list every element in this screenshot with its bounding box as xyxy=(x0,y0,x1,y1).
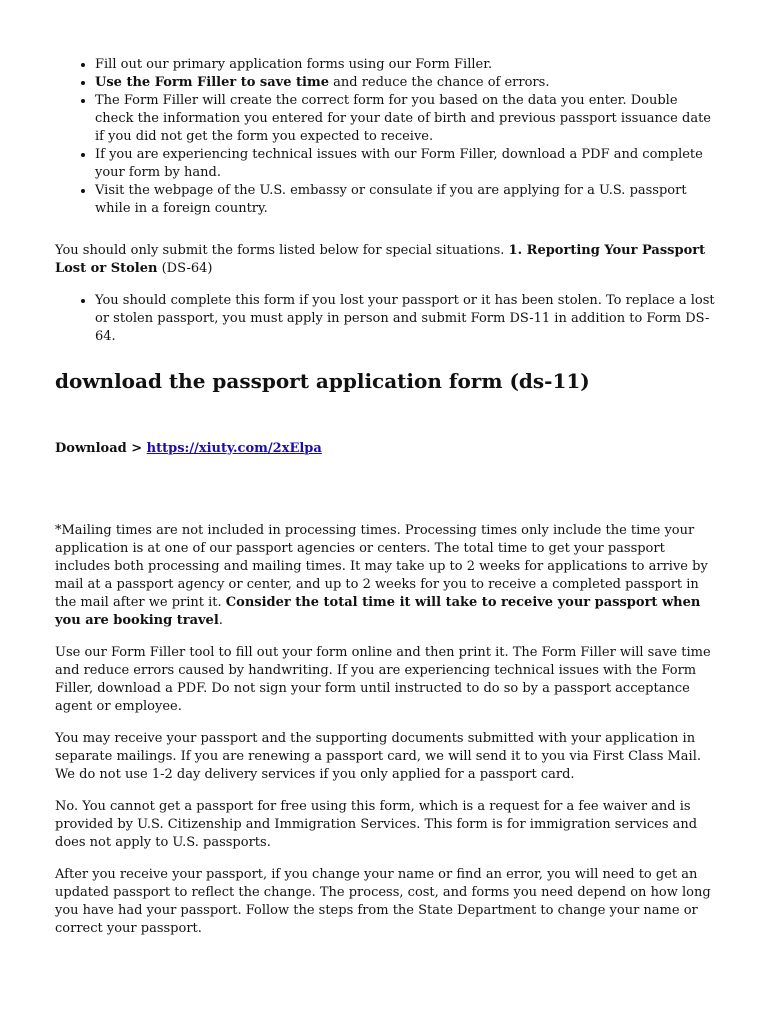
list-item xyxy=(95,292,720,346)
name-change-paragraph: After you receive your passport, if you change your name or find an error, you will need to get an updated passport to reflect the change. The process, cost, and forms you need depend on how long you have had your passport. Follow the steps from the State Department to change your name or correct your passport. xyxy=(55,867,711,936)
list-item-text: You should complete this form if you lost your passport or it has been stolen. To replace a lost or stolen passport, you must apply in person and submit Form DS-11 in addition to Form DS-64. xyxy=(95,293,715,344)
special-bullet-list xyxy=(55,292,720,346)
list-item xyxy=(95,74,720,92)
download-label: Download > xyxy=(55,441,147,456)
list-item xyxy=(95,146,720,182)
paragraph-bold-text: Consider the total time it will take to receive your passport when you are booking travel xyxy=(55,595,701,628)
list-item xyxy=(95,56,720,74)
fee-waiver-paragraph: No. You cannot get a passport for free using this form, which is a request for a fee waiver and is provided by U.S. Citizenship and Immigration Services. This form is for immigration services and does not apply to U.S. passports. xyxy=(55,799,698,850)
paragraph-text: *Mailing times are not included in processing times. Processing times only include the time your application is at one of our passport agencies or centers. The total time to get your passport includes both processing and mailing times. It may take up to 2 weeks for applications to arrive by mail at a passport agency or center, and up to 2 weeks for you to receive a completed passport in the mail after we print it. xyxy=(55,523,708,610)
list-item-text: and reduce the chance of errors. xyxy=(328,75,550,90)
section-heading: download the passport application form (ds-11) xyxy=(55,369,590,393)
list-item xyxy=(95,92,720,146)
download-link[interactable]: https://xiuty.com/2xElpa xyxy=(146,441,322,456)
list-item-bold-text: Use the Form Filler to save time xyxy=(95,75,329,90)
special-text: You should only submit the forms listed below for special situations. xyxy=(55,243,509,258)
special-situations-paragraph xyxy=(55,242,720,278)
paragraph-end: . xyxy=(218,613,223,628)
mailing-times-paragraph xyxy=(55,522,720,630)
list-item-text: Fill out our primary application forms using our Form Filler. xyxy=(95,57,493,72)
separate-mailings-paragraph: You may receive your passport and the supporting documents submitted with your application in separate mailings. If you are renewing a passport card, we will send it to you via First Class Mail. We do not use 1-2 day delivery services if you only applied for a passport card. xyxy=(55,731,702,782)
form-filler-paragraph: Use our Form Filler tool to fill out your form online and then print it. The Form Filler will save time and reduce errors caused by handwriting. If you are experiencing technical issues with the Form Filler, download a PDF. Do not sign your form until instructed to do so by a passport acceptance agent or employee. xyxy=(55,645,711,714)
list-item-text: The Form Filler will create the correct form for you based on the data you enter. Double check the information you entered for your date of birth and previous passport issuance date if you did not get the form you expected to receive. xyxy=(95,93,711,144)
document-page xyxy=(55,56,720,952)
intro-bullet-list xyxy=(55,56,720,218)
special-bold-heading: 1. Reporting Your Passport Lost or Stolen xyxy=(55,243,706,276)
download-line xyxy=(55,440,720,458)
list-item-text: Visit the webpage of the U.S. embassy or consulate if you are applying for a U.S. passport while in a foreign country. xyxy=(95,183,687,216)
special-suffix: (DS-64) xyxy=(157,261,213,276)
list-item-text: If you are experiencing technical issues with our Form Filler, download a PDF and complete your form by hand. xyxy=(95,147,703,180)
list-item xyxy=(95,182,720,218)
